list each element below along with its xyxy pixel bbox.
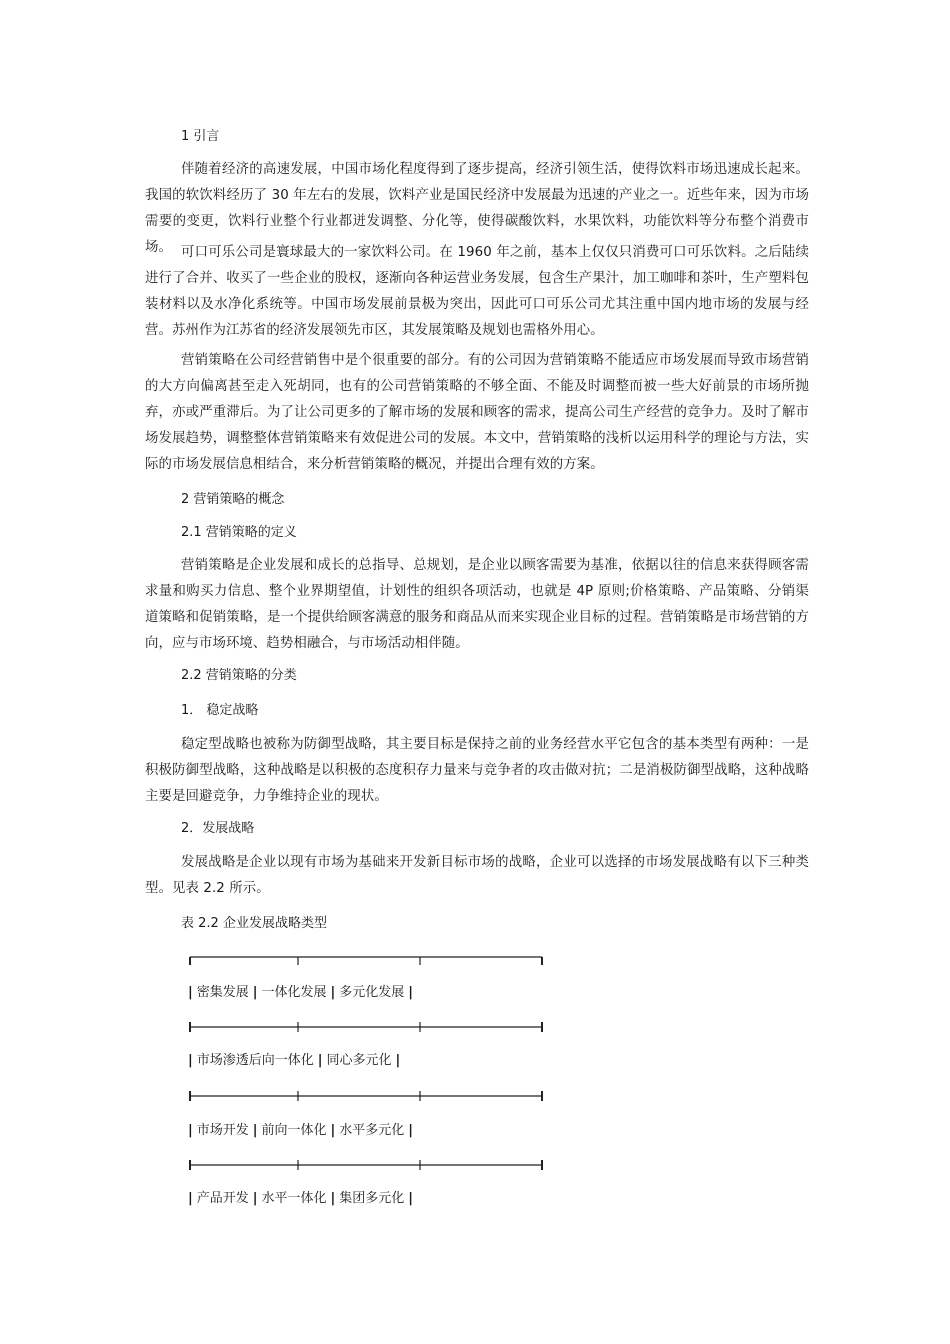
paragraph-intro-3: 营销策略在公司经营销售中是个很重要的部分。有的公司因为营销策略不能适应市场发展而导致市场营销的大方向偏离甚至走入死胡同，也有的公司营销策略的不够全面、不能及时调整而被一些大好前景的市场所抛弃，亦或严重滞后。为了让公司更多的了解市场的发展和顾客的需求，提高公司生产经营的竞争力。及时了解市场发展趋势，调整整体营销策略来有效促进公司的发展。本文中，营销策略的浅析以运用科学的理论与方法，实际的市场发展信息相结合，来分析营销策略的概况，并提出合理有效的方案。 — [145, 353, 809, 472]
table-cell: 同心多元化 — [326, 1053, 392, 1068]
table-rule — [189, 1022, 543, 1032]
paragraph-intro-2: 可口可乐公司是寰球最大的一家饮料公司。在 1960 年之前，基本上仅仅只消费可口可乐饮料。之后陆续进行了合并、收买了一些企业的股权，逐渐向各种运营业务发展，包含生产果汁，加工咖啡和茶叶，生产塑料包装材料以及水净化系统等。中国市场发展前景极为突出，因此可口可乐公司尤其注重中国内地市场的发展与经营。苏州作为江苏省的经济发展领先市区，其发展策略及规划也需格外用心。 — [145, 245, 809, 338]
table-row: | 市场渗透后向一体化 | 同心多元化 | — [188, 1053, 401, 1068]
subsection-heading-classification: 2.2 营销策略的分类 — [181, 668, 297, 683]
section-heading-concept: 2 营销策略的概念 — [181, 492, 285, 507]
item-heading-growth: 2．发展战略 — [181, 821, 255, 836]
paragraph-definition: 营销策略是企业发展和成长的总指导、总规划，是企业以顾客需要为基准，依据以往的信息来获得顾客需求量和购买力信息、整个业界期望值，计划性的组织各项活动，也就是 4P 原则;价格策略、产品策略、分销渠道策略和促销策略，是一个提供给顾客满意的服务和商品从而来实现企业目标的过程。营销策略是市场营销的方向，应与市场环境、趋势相融合，与市场活动相伴随。 — [145, 558, 809, 651]
table-row: | 密集发展 | 一体化发展 | 多元化发展 | — [188, 985, 414, 1000]
table-cell: 市场开发 — [196, 1123, 249, 1138]
table-cell: 产品开发 — [196, 1191, 249, 1206]
table-cell: 市场渗透 — [196, 1053, 249, 1068]
table-cell: 后向一体化 — [248, 1053, 314, 1068]
subsection-heading-definition: 2.1 营销策略的定义 — [181, 525, 297, 540]
section-heading-intro: 1 引言 — [181, 129, 220, 144]
paragraph-growth: 发展战略是企业以现有市场为基础来开发新目标市场的战略，企业可以选择的市场发展战略有以下三种类型。见表 2.2 所示。 — [145, 855, 809, 896]
table-cell: 密集发展 — [196, 985, 249, 1000]
paragraph-intro-1: 伴随着经济的高速发展，中国市场化程度得到了逐步提高，经济引领生活，使得饮料市场迅速成长起来。我国的软饮料经历了 30 年左右的发展，饮料产业是国民经济中发展最为迅速的产业之一。近些年来，因为市场需要的变更，饮料行业整个行业都迸发调整、分化等，使得碳酸饮料，水果饮料，功能饮料等分布整个消费市场。 — [145, 162, 809, 255]
table-caption: 表 2.2 企业发展战略类型 — [181, 916, 327, 931]
table-row: | 产品开发 | 水平一体化 | 集团多元化 | — [188, 1191, 414, 1206]
table-cell: 水平一体化 — [261, 1191, 327, 1206]
table-cell: 集团多元化 — [339, 1191, 405, 1206]
table-rule-top — [189, 955, 543, 965]
item-heading-stable: 1． 稳定战略 — [181, 703, 259, 718]
table-cell: 一体化发展 — [261, 985, 327, 1000]
table-cell: 水平多元化 — [339, 1123, 405, 1138]
table-rule — [189, 1160, 543, 1170]
table-rule — [189, 1091, 543, 1101]
table-cell: 前向一体化 — [261, 1123, 327, 1138]
paragraph-stable: 稳定型战略也被称为防御型战略，其主要目标是保持之前的业务经营水平它包含的基本类型有两种：一是积极防御型战略，这种战略是以积极的态度积存力量来与竞争者的攻击做对抗；二是消极防御型战略，这种战略主要是回避竞争，力争维持企业的现状。 — [145, 737, 809, 804]
table-cell: 多元化发展 — [339, 985, 405, 1000]
table-row: | 市场开发 | 前向一体化 | 水平多元化 | — [188, 1123, 414, 1138]
